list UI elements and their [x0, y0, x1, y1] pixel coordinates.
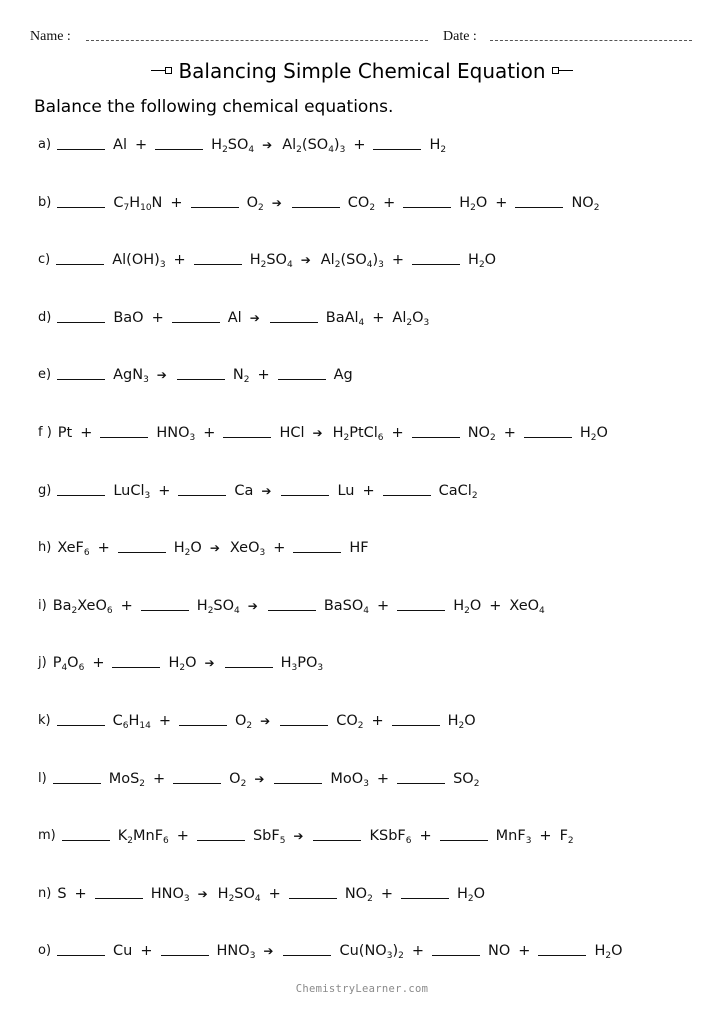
equation-label: d) — [38, 309, 52, 325]
chemical-formula: $H_2O$ — [459, 194, 488, 213]
plus-sign: + — [495, 194, 508, 211]
chemical-formula: BaSO$_4$ — [323, 597, 370, 616]
plus-sign: + — [518, 943, 531, 960]
footer-brand: ChemistryLearner.com — [295, 983, 429, 995]
equation-label: h) — [38, 540, 52, 556]
plus-sign: + — [257, 367, 270, 384]
chemical-formula: XeO$_3$ — [229, 540, 266, 559]
chemical-formula: CaCl$_2$ — [438, 482, 478, 501]
chemical-formula: $O_2$ — [246, 194, 264, 213]
chemical-formula: BaO — [113, 309, 144, 326]
coefficient-blank[interactable] — [225, 652, 273, 668]
equation-label: k) — [38, 712, 51, 728]
plus-sign: + — [273, 540, 286, 557]
chemical-formula: KSbF$_6$ — [369, 828, 412, 847]
equation-row — [38, 652, 704, 710]
plus-sign: + — [380, 885, 393, 902]
coefficient-blank[interactable] — [383, 480, 431, 496]
equation-label: e) — [38, 367, 52, 383]
chemical-formula: $H_2SO_4$ — [211, 137, 255, 155]
chemical-formula: $O_2$ — [234, 712, 253, 731]
coefficient-blank[interactable] — [289, 883, 337, 899]
chemical-formula: $SO_2$ — [453, 770, 480, 789]
reaction-arrow-icon: ➔ — [204, 656, 215, 671]
plus-sign: + — [503, 424, 516, 441]
equation-label: m) — [38, 828, 56, 844]
chemical-formula: BaAl$_4$ — [325, 309, 365, 328]
chemical-formula: $H_2O$ — [579, 424, 608, 443]
reaction-arrow-icon: ➔ — [262, 138, 273, 152]
chemical-formula: $HNO_3$ — [150, 885, 190, 904]
chemical-formula: MnF$_3$ — [495, 828, 532, 847]
equation-row — [38, 364, 704, 422]
equation-label: g) — [38, 482, 52, 498]
plus-sign: + — [170, 194, 183, 211]
title-decoration-left-icon — [151, 67, 172, 74]
chemical-formula: $H_3PO_3$ — [280, 655, 324, 674]
chemical-formula: $H_2PtCl_6$ — [332, 424, 384, 443]
coefficient-blank[interactable] — [292, 192, 340, 208]
chemical-formula: $H_2O$ — [468, 252, 497, 271]
coefficient-blank[interactable] — [392, 710, 440, 726]
coefficient-blank[interactable] — [197, 825, 245, 841]
chemical-formula: AgN$_3$ — [113, 367, 149, 386]
equation-row — [38, 768, 704, 826]
plus-sign: + — [173, 252, 186, 269]
reaction-arrow-icon: ➔ — [300, 253, 311, 268]
coefficient-blank[interactable] — [191, 192, 239, 208]
reaction-arrow-icon: ➔ — [261, 483, 272, 498]
chemical-formula: Al — [227, 309, 242, 326]
coefficient-blank[interactable] — [57, 364, 105, 380]
coefficient-blank[interactable] — [57, 307, 105, 323]
reaction-arrow-icon: ➔ — [271, 195, 282, 210]
chemical-formula: $H_2SO_4$ — [196, 597, 240, 616]
equation-list — [38, 134, 704, 998]
plus-sign: + — [74, 885, 87, 902]
coefficient-blank[interactable] — [194, 249, 242, 265]
chemical-formula: HF — [349, 540, 369, 557]
plus-sign: + — [153, 770, 166, 787]
plus-sign: + — [158, 712, 171, 729]
equation-row — [38, 710, 704, 768]
reaction-arrow-icon: ➔ — [247, 598, 258, 613]
chemical-formula: $H_2O$ — [173, 540, 202, 559]
coefficient-blank[interactable] — [274, 768, 322, 784]
equation-row — [38, 249, 704, 307]
reaction-arrow-icon: ➔ — [312, 425, 323, 440]
coefficient-blank[interactable] — [112, 652, 160, 668]
chemical-formula: Ca — [234, 482, 254, 499]
date-label: Date : — [443, 29, 477, 44]
plus-sign: + — [362, 482, 375, 499]
chemical-formula: $HNO_3$ — [156, 424, 196, 443]
equation-row — [38, 537, 704, 595]
chemical-formula: $H_2O$ — [168, 655, 197, 674]
chemical-formula: XeO$_4$ — [509, 597, 545, 616]
coefficient-blank[interactable] — [178, 480, 226, 496]
chemical-formula: NO — [488, 943, 511, 960]
coefficient-blank[interactable] — [155, 134, 203, 150]
coefficient-blank[interactable] — [283, 940, 331, 956]
date-field-line[interactable] — [490, 40, 692, 41]
coefficient-blank[interactable] — [100, 422, 148, 438]
coefficient-blank[interactable] — [95, 883, 143, 899]
reaction-arrow-icon: ➔ — [254, 771, 265, 786]
coefficient-blank[interactable] — [281, 480, 329, 496]
chemical-formula: Cu — [113, 943, 133, 960]
coefficient-blank[interactable] — [412, 422, 460, 438]
plus-sign: + — [268, 885, 281, 902]
chemical-formula: $Al_2(SO_4)_3$ — [282, 137, 346, 155]
equation-label: i) — [38, 597, 47, 613]
coefficient-blank[interactable] — [57, 480, 105, 496]
chemical-formula: XeF$_6$ — [57, 540, 90, 559]
coefficient-blank[interactable] — [538, 940, 586, 956]
chemical-formula: SbF$_5$ — [252, 828, 286, 847]
plus-sign: + — [372, 309, 385, 326]
chemical-formula: $Al(OH)_3$ — [112, 252, 166, 271]
coefficient-blank[interactable] — [161, 940, 209, 956]
chemical-formula: $CO_2$ — [336, 712, 364, 731]
equation-label: f ) — [38, 424, 52, 440]
plus-sign: + — [135, 137, 148, 153]
coefficient-blank[interactable] — [172, 307, 220, 323]
plus-sign: + — [158, 482, 171, 499]
chemical-formula: S — [57, 885, 67, 902]
chemical-formula: $H_2O$ — [594, 943, 623, 962]
coefficient-blank[interactable] — [141, 595, 189, 611]
chemical-formula: Al — [113, 137, 127, 153]
page-title-group — [151, 59, 572, 83]
coefficient-blank[interactable] — [401, 883, 449, 899]
chemical-formula: HCl — [279, 424, 305, 441]
chemical-formula: $NO_2$ — [467, 424, 496, 443]
plus-sign: + — [376, 770, 390, 787]
coefficient-blank[interactable] — [179, 710, 227, 726]
chemical-formula: MoS$_2$ — [108, 770, 146, 789]
coefficient-blank[interactable] — [397, 768, 445, 784]
chemical-formula: $N_2$ — [232, 367, 250, 386]
plus-sign: + — [92, 655, 105, 672]
plus-sign: + — [383, 194, 396, 211]
chemical-formula: $NO_2$ — [571, 194, 600, 213]
coefficient-blank[interactable] — [57, 192, 105, 208]
title-container — [0, 56, 724, 83]
chemical-formula: $F_2$ — [559, 828, 574, 847]
coefficient-blank[interactable] — [432, 940, 480, 956]
chemical-formula: MoO$_3$ — [330, 770, 369, 789]
chemical-formula: $H_2$ — [429, 137, 447, 155]
coefficient-blank[interactable] — [57, 940, 105, 956]
chemical-formula: $O_2$ — [229, 770, 247, 789]
reaction-arrow-icon: ➔ — [263, 944, 274, 959]
coefficient-blank[interactable] — [223, 422, 271, 438]
chemical-formula: $NO_2$ — [344, 885, 373, 904]
equation-label: b) — [38, 194, 52, 210]
equation-row — [38, 480, 704, 538]
chemical-formula: $Cu(NO_3)_2$ — [339, 943, 404, 962]
plus-sign: + — [120, 597, 133, 614]
page-title: Balancing Simple Chemical Equation — [178, 58, 546, 83]
chemical-formula: $K_2MnF_6$ — [117, 828, 169, 847]
chemical-formula: $C_6H_{14}$ — [112, 712, 151, 731]
equation-label: l) — [38, 770, 47, 786]
coefficient-blank[interactable] — [524, 422, 572, 438]
coefficient-blank[interactable] — [57, 710, 105, 726]
coefficient-blank[interactable] — [373, 134, 421, 150]
chemical-formula: Lu — [337, 482, 355, 499]
coefficient-blank[interactable] — [278, 364, 326, 380]
coefficient-blank[interactable] — [177, 364, 225, 380]
chemical-formula: $H_2O$ — [447, 712, 476, 731]
plus-sign: + — [377, 597, 390, 614]
plus-sign: + — [97, 540, 110, 557]
reaction-arrow-icon: ➔ — [156, 368, 167, 383]
reaction-arrow-icon: ➔ — [209, 541, 220, 556]
chemical-formula: $H_2O$ — [453, 597, 482, 616]
instructions: Balance the following chemical equations. — [34, 97, 394, 117]
equation-row — [38, 825, 704, 883]
coefficient-blank[interactable] — [313, 825, 361, 841]
coefficient-blank[interactable] — [173, 768, 221, 784]
title-decoration-right-icon — [552, 67, 573, 74]
chemical-formula: $H_2SO_4$ — [249, 252, 293, 271]
equation-row — [38, 883, 704, 941]
equation-row — [38, 307, 704, 365]
reaction-arrow-icon: ➔ — [197, 886, 208, 901]
coefficient-blank[interactable] — [62, 825, 110, 841]
plus-sign: + — [411, 943, 425, 960]
coefficient-blank[interactable] — [515, 192, 563, 208]
plus-sign: + — [151, 309, 164, 326]
plus-sign: + — [539, 828, 552, 845]
coefficient-blank[interactable] — [56, 249, 104, 265]
coefficient-blank[interactable] — [280, 710, 328, 726]
name-field-line[interactable] — [86, 40, 428, 41]
plus-sign: + — [391, 252, 405, 269]
coefficient-blank[interactable] — [270, 307, 318, 323]
plus-sign: + — [176, 828, 189, 845]
chemical-formula: Ag — [333, 367, 353, 384]
chemical-formula: $Al_2(SO_4)_3$ — [320, 252, 384, 271]
equation-label: n) — [38, 885, 52, 901]
coefficient-blank[interactable] — [53, 768, 101, 784]
equation-label: c) — [38, 252, 51, 268]
name-label: Name : — [30, 29, 71, 44]
plus-sign: + — [140, 943, 153, 960]
chemical-formula: $H_2SO_4$ — [217, 885, 261, 904]
equation-row — [38, 595, 704, 653]
chemical-formula: Pt — [57, 424, 73, 441]
equation-label: o) — [38, 943, 52, 959]
chemical-formula: $P_4O_6$ — [52, 655, 85, 674]
plus-sign: + — [371, 712, 384, 729]
equation-row — [38, 192, 704, 250]
plus-sign: + — [353, 137, 366, 153]
plus-sign: + — [80, 424, 93, 441]
reaction-arrow-icon: ➔ — [249, 310, 260, 325]
equation-label: j) — [38, 655, 47, 671]
coefficient-blank[interactable] — [118, 537, 166, 553]
coefficient-blank[interactable] — [412, 249, 460, 265]
chemical-formula: $H_2O$ — [456, 885, 486, 904]
equation-row — [38, 134, 704, 192]
plus-sign: + — [391, 424, 404, 441]
plus-sign: + — [489, 597, 502, 614]
chemical-formula: $C_7H_{10}N$ — [113, 194, 163, 213]
equation-label: a) — [38, 137, 52, 152]
chemical-formula: $CO_2$ — [347, 194, 376, 213]
coefficient-blank[interactable] — [268, 595, 316, 611]
chemical-formula: LuCl$_3$ — [113, 482, 151, 501]
coefficient-blank[interactable] — [397, 595, 445, 611]
chemical-formula: $Ba_2XeO_6$ — [52, 597, 113, 616]
plus-sign: + — [203, 424, 216, 441]
equation-row — [38, 422, 704, 480]
chemical-formula: $HNO_3$ — [216, 943, 256, 962]
plus-sign: + — [419, 828, 432, 845]
reaction-arrow-icon: ➔ — [260, 713, 271, 728]
reaction-arrow-icon: ➔ — [293, 829, 304, 844]
coefficient-blank[interactable] — [440, 825, 488, 841]
coefficient-blank[interactable] — [293, 537, 341, 553]
coefficient-blank[interactable] — [403, 192, 451, 208]
chemical-formula: $Al_2O_3$ — [392, 309, 430, 328]
coefficient-blank[interactable] — [57, 134, 105, 150]
